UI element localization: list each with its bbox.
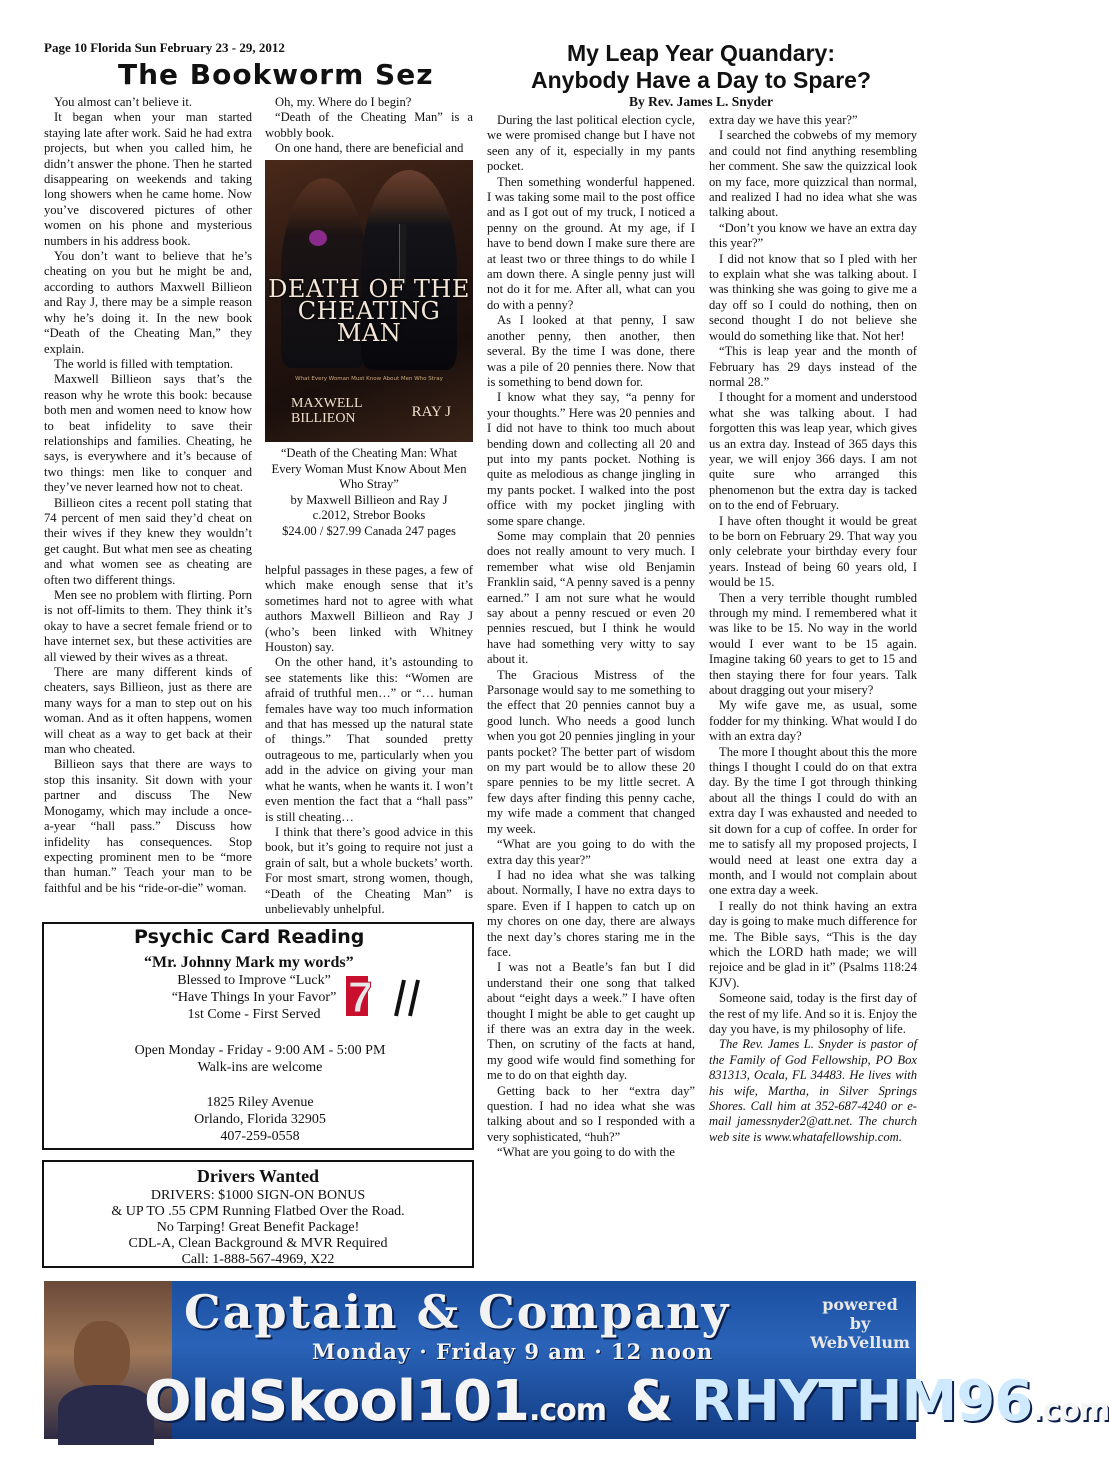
column-title: The Bookworm Sez (118, 58, 434, 91)
ampersand: & (624, 1369, 673, 1434)
paragraph: “Don’t you know we have an extra day this year?” (709, 220, 917, 251)
psychic-ad-title: Psychic Card Reading (134, 926, 365, 948)
caption-price: $24.00 / $27.99 Canada 247 pages (282, 523, 456, 538)
paragraph: My wife gave me, as usual, some fodder for my thinking. What would I do with an extra day? (709, 698, 917, 744)
paragraph: During the last political election cycle, we were promised change but I have not seen any of it, especially in my pants pocket. (487, 113, 695, 174)
paragraph: “What are you going to do with the extra day this year?” (487, 837, 695, 867)
headline-line-2: Anybody Have a Day to Spare? (531, 67, 871, 93)
paragraph: “This is leap year and the month of February has 29 days instead of the normal 28.” (709, 344, 917, 389)
site-rhythm[interactable]: RHYTHM96 (690, 1369, 1033, 1434)
paragraph: Some may complain that 20 pennies does not really amount to very much. I remember what wise old Benjamin Franklin said, “A penny saved is a penny earned.” I am not sure what he would say about a penny rescued or even 20 pennies rescued, but I think he would have had something very witty to say about it. (487, 528, 695, 667)
author-bio: The Rev. James L. Snyder is pastor of the Family of God Fellowship, PO Box 831313, Ocala, FL 34483. He lives with his wife, Martha, in Silver Springs Shores. Call him at 352-687-4240 or e-mail jamessnyder2@att.net. The church web site is www.whatafellowship.com. (709, 1037, 917, 1144)
psychic-ad-address (44, 1094, 476, 1145)
hours-line: Open Monday - Friday - 9:00 AM - 5:00 PM (134, 1043, 386, 1058)
book-caption (265, 446, 473, 540)
caption-authors: by Maxwell Billieon and Ray J (290, 492, 448, 507)
leap-column-2 (709, 113, 917, 1145)
paragraph: Getting back to her “extra day” question. I had no idea what she was talking about and so I responded with a very sophisticated, “huh?” (487, 1083, 695, 1144)
banner-websites (144, 1369, 1109, 1434)
banner-title: Captain & Company (184, 1285, 731, 1339)
hours-line: Walk-ins are welcome (197, 1060, 323, 1075)
drivers-ad-title: Drivers Wanted (196, 1166, 320, 1186)
paragraph: extra day we have this year?” (709, 113, 858, 127)
paragraph: The more I thought about this the more things I thought I could do on that extra day. By the time I got through thinking about all the things I could do with an extra day I was exhausted and needed to sit down for a cup of coffee. In order for me to satisfy all my proposed projects, I would need at least one extra day a month, and I would not complain about one extra day a week. (709, 744, 917, 898)
ad-line: DRIVERS: $1000 SIGN-ON BONUS (150, 1188, 366, 1203)
paragraph: Billieon says that there are ways to stop this insanity. Sit down with your partner and discuss The New Monogamy, which may include a once-a-year “hall pass.” Discuss how infidelity has consequences. Stop expecting prominent men to be “more than human.” Teach your man to be faithful and be his “ride-or-die” woman. (44, 757, 252, 895)
seven-eleven-logo-icon (346, 970, 436, 1020)
tagline-line: “Have Things In your Favor” (171, 990, 337, 1005)
paragraph: Someone said, today is the first day of the rest of my life. And so it is. Enjoy the day you have, is my philosophy of life. (709, 991, 917, 1036)
paragraph: I think that there’s good advice in this book, but it’s going to require not just a grain of salt, but a whole buckets’ worth. For most smart, strong women, though, “Death of the Cheating Man” is unbelievably unhelpful. (265, 824, 473, 916)
paragraph: Oh, my. Where do I begin? (275, 95, 412, 109)
paragraph: As I looked at that penny, I saw another penny, then another, then several. By the time I was done, there was a pile of 20 pennies there. Now that is something to bend down for. (487, 313, 695, 389)
cover-author-billieon: MAXWELL BILLIEON (291, 396, 363, 426)
paragraph: On the other hand, it’s astounding to see statements like this: “Women are afraid of truthful men…” or “… human females have way too much information and that has messed up the natural state of things.” That sounded pretty outrageous to me, particularly when you add in the advice on giving your man what he wants, when he wants it. I won’t even mention the fact that a “hall pass” is still cheating… (265, 655, 473, 824)
ad-line: & UP TO .55 CPM Running Flatbed Over the Road. (111, 1204, 405, 1219)
article-headline (496, 40, 906, 94)
drivers-ad-body (44, 1188, 472, 1268)
site-oldskool[interactable]: OldSkool101 (144, 1369, 529, 1434)
book-cover-image (265, 160, 473, 442)
paragraph: Men see no problem with flirting. Porn is not off-limits to them. They think it’s okay to have a secret female friend or to have internet sex, but these activities are all viewed by their wives as a threat. (44, 588, 252, 664)
cover-subtitle: What Every Woman Must Know About Men Who Stray (295, 376, 443, 382)
paragraph: I know what they say, “a penny for your thoughts.” Here was 20 pennies and I did not have to think too much about bending down and collecting all 20 and put into my pants pocket. Nothing is quite as melodious as change jingling in my pants pocket. I walked into the post office with my pocket jingling with some spare change. (487, 390, 695, 528)
caption-publisher: c.2012, Strebor Books (312, 508, 426, 523)
paragraph: There are many different kinds of cheaters, says Billieon, just as there are many ways for a man to step out on his woman. And as it often happens, women will cheat as a way to get back at their man who cheated. (44, 665, 252, 757)
paragraph: “What are you going to do with the (497, 1145, 676, 1160)
ad-line: No Tarping! Great Benefit Package! (156, 1220, 360, 1235)
site-oldskool-suffix: .com (529, 1393, 607, 1428)
paragraph: I really do not think having an extra day is going to make much difference for me. The Bible says, “This is the day which the LORD hath made; we will rejoice and be glad in it” (Psalms 118:24 KJV). (709, 898, 917, 990)
paragraph: You almost can’t believe it. (54, 95, 193, 109)
ad-line: Call: 1-888-567-4969, X22 (181, 1252, 335, 1267)
byline: By Rev. James L. Snyder (628, 94, 773, 109)
phone-number: 407-259-0558 (220, 1129, 300, 1144)
powered-by (810, 1295, 910, 1352)
address-line: Orlando, Florida 32905 (194, 1112, 326, 1127)
paragraph: “Death of the Cheating Man” is a wobbly book. (265, 110, 473, 140)
paragraph: You don’t want to believe that he’s cheating on you but he might be and, according to authors Maxwell Billieon and Ray J, there may be a simple reason why he’s doing it. In the new book “Death of the Cheating Man,” they explain. (44, 249, 252, 356)
psychic-ad-name: “Mr. Johnny Mark my words” (144, 954, 354, 971)
psychic-ad (42, 922, 474, 1150)
site-rhythm-suffix: .com (1032, 1393, 1109, 1428)
paragraph: Then something wonderful happened. I was taking some mail to the post office and as I got out of my truck, I noticed a penny on the ground. At my age, if I have to bend down I make sure there are at least two or three things to do while I am down there. A single penny just will not do it for me. After all, what can you do with a penny? (487, 174, 695, 312)
paragraph: Then a very terrible thought rumbled through my mind. I remembered what it was like to be 15. No way in the world would I ever want to be 15 again. Imagine taking 60 years to get to 15 and then staying there for four years. Talk about dragging out your misery? (709, 590, 917, 698)
powered-by-label: powered by (822, 1295, 898, 1333)
svg-text:7: 7 (348, 973, 373, 1022)
headline-line-1: My Leap Year Quandary: (566, 40, 835, 66)
paragraph: It began when your man started staying late after work. Said he had extra projects, but when you called him, he didn’t answer the phone. Then he started disappearing on weekends and taking long showers when he came home. Now you’ve discovered pictures of other women on his phone and mysterious numbers in his address book. (44, 110, 252, 248)
bookworm-column-2-top (265, 95, 473, 157)
tagline-line: Blessed to Improve “Luck” (177, 973, 331, 988)
paragraph: I thought for a moment and understood what she was talking about. I had forgotten this was leap year, which gives us an extra day. Instead of 365 days this year, we will enjoy 366 days. I am not quite sure who arranged this phenomenon but the extra day is tacked on to the end of February. (709, 390, 917, 513)
paragraph: The Gracious Mistress of the Parsonage would say to me something to the effect that 20 pennies cannot buy a good lunch. Who needs a good lunch when you got 20 pennies jingling in your pants pocket? The better part of wisdom on my part would be to allow these 20 spare pennies to be my little secret. A few days after finding this penny cache, my wife made a comment that changed my week. (487, 667, 695, 836)
banner-schedule: Monday · Friday 9 am · 12 noon (312, 1339, 714, 1364)
bookworm-column-2-bottom (265, 563, 473, 917)
leap-column-1 (487, 113, 695, 1161)
bookworm-column-1 (44, 95, 252, 896)
caption-title: “Death of the Cheating Man: What Every Woman Must Know About Men Who Stray” (271, 446, 467, 492)
powered-by-brand: WebVellum (810, 1333, 910, 1352)
psychic-ad-hours (44, 1042, 476, 1076)
paragraph: On one hand, there are beneficial and (275, 141, 464, 156)
radio-banner-ad[interactable] (44, 1281, 1109, 1439)
cover-author-ray-j: RAY J (411, 404, 451, 420)
ad-line: CDL-A, Clean Background & MVR Required (128, 1236, 388, 1251)
paragraph: I had no idea what she was talking about. Normally, I have no extra days to spare. Even if I happen to catch up on my chores on one day, there are always the next day’s chores staring me in the face. (487, 867, 695, 959)
paragraph: I was not a Beatle’s fan but I did understand their one song that talked about “eight days a week.” I have often thought I might be able to get caught up if there was an extra day in the week. Then, on scrutiny of the facts at hand, my good wife would find something for me to do on that eighth day. (487, 960, 695, 1083)
paragraph: The world is filled with temptation. (54, 356, 234, 371)
paragraph: Maxwell Billieon says that’s the reason why he wrote this book: because both men and women need to know how to beat infidelity to save their relationships and families. Cheating, he says, is everywhere and it’s because of two things: men like to conquer and they’ve never learned how not to cheat. (44, 372, 252, 495)
tagline-line: 1st Come - First Served (187, 1007, 321, 1022)
psychic-ad-tagline (154, 972, 354, 1023)
paragraph: Billieon cites a recent poll stating that 74 percent of men said they’d cheat on their wives if they knew they wouldn’t get caught. But what men see as cheating and what women see as cheating are often two different things. (44, 495, 252, 587)
page-header: Page 10 Florida Sun February 23 - 29, 2012 (44, 40, 285, 55)
drivers-ad (42, 1160, 474, 1268)
paragraph: I have often thought it would be great to be born on February 29. That way you only celebrate your birthday every four years. Instead of being 60 years old, I would be 15. (709, 513, 917, 590)
paragraph: I searched the cobwebs of my memory and could not find anything resembling her comment. She saw the quizzical look on my face, more quizzical than normal, and realized I had no idea what she was talking about. (709, 128, 917, 220)
address-line: 1825 Riley Avenue (206, 1095, 314, 1110)
paragraph: helpful passages in these pages, a few of which make enough sense that it’s sometimes hard not to agree with what authors Maxwell Billieon and Ray J (who’s been linked with Whitney Houston) say. (265, 563, 473, 655)
paragraph: I did not know that so I pled with her to explain what she was talking about. I was thinking she was going to give me a day off so I could do nothing, then on second thought I do not believe she would do something like that. Not her! (709, 251, 917, 343)
cover-title: DEATH OF THE CHEATING MAN (268, 275, 470, 347)
